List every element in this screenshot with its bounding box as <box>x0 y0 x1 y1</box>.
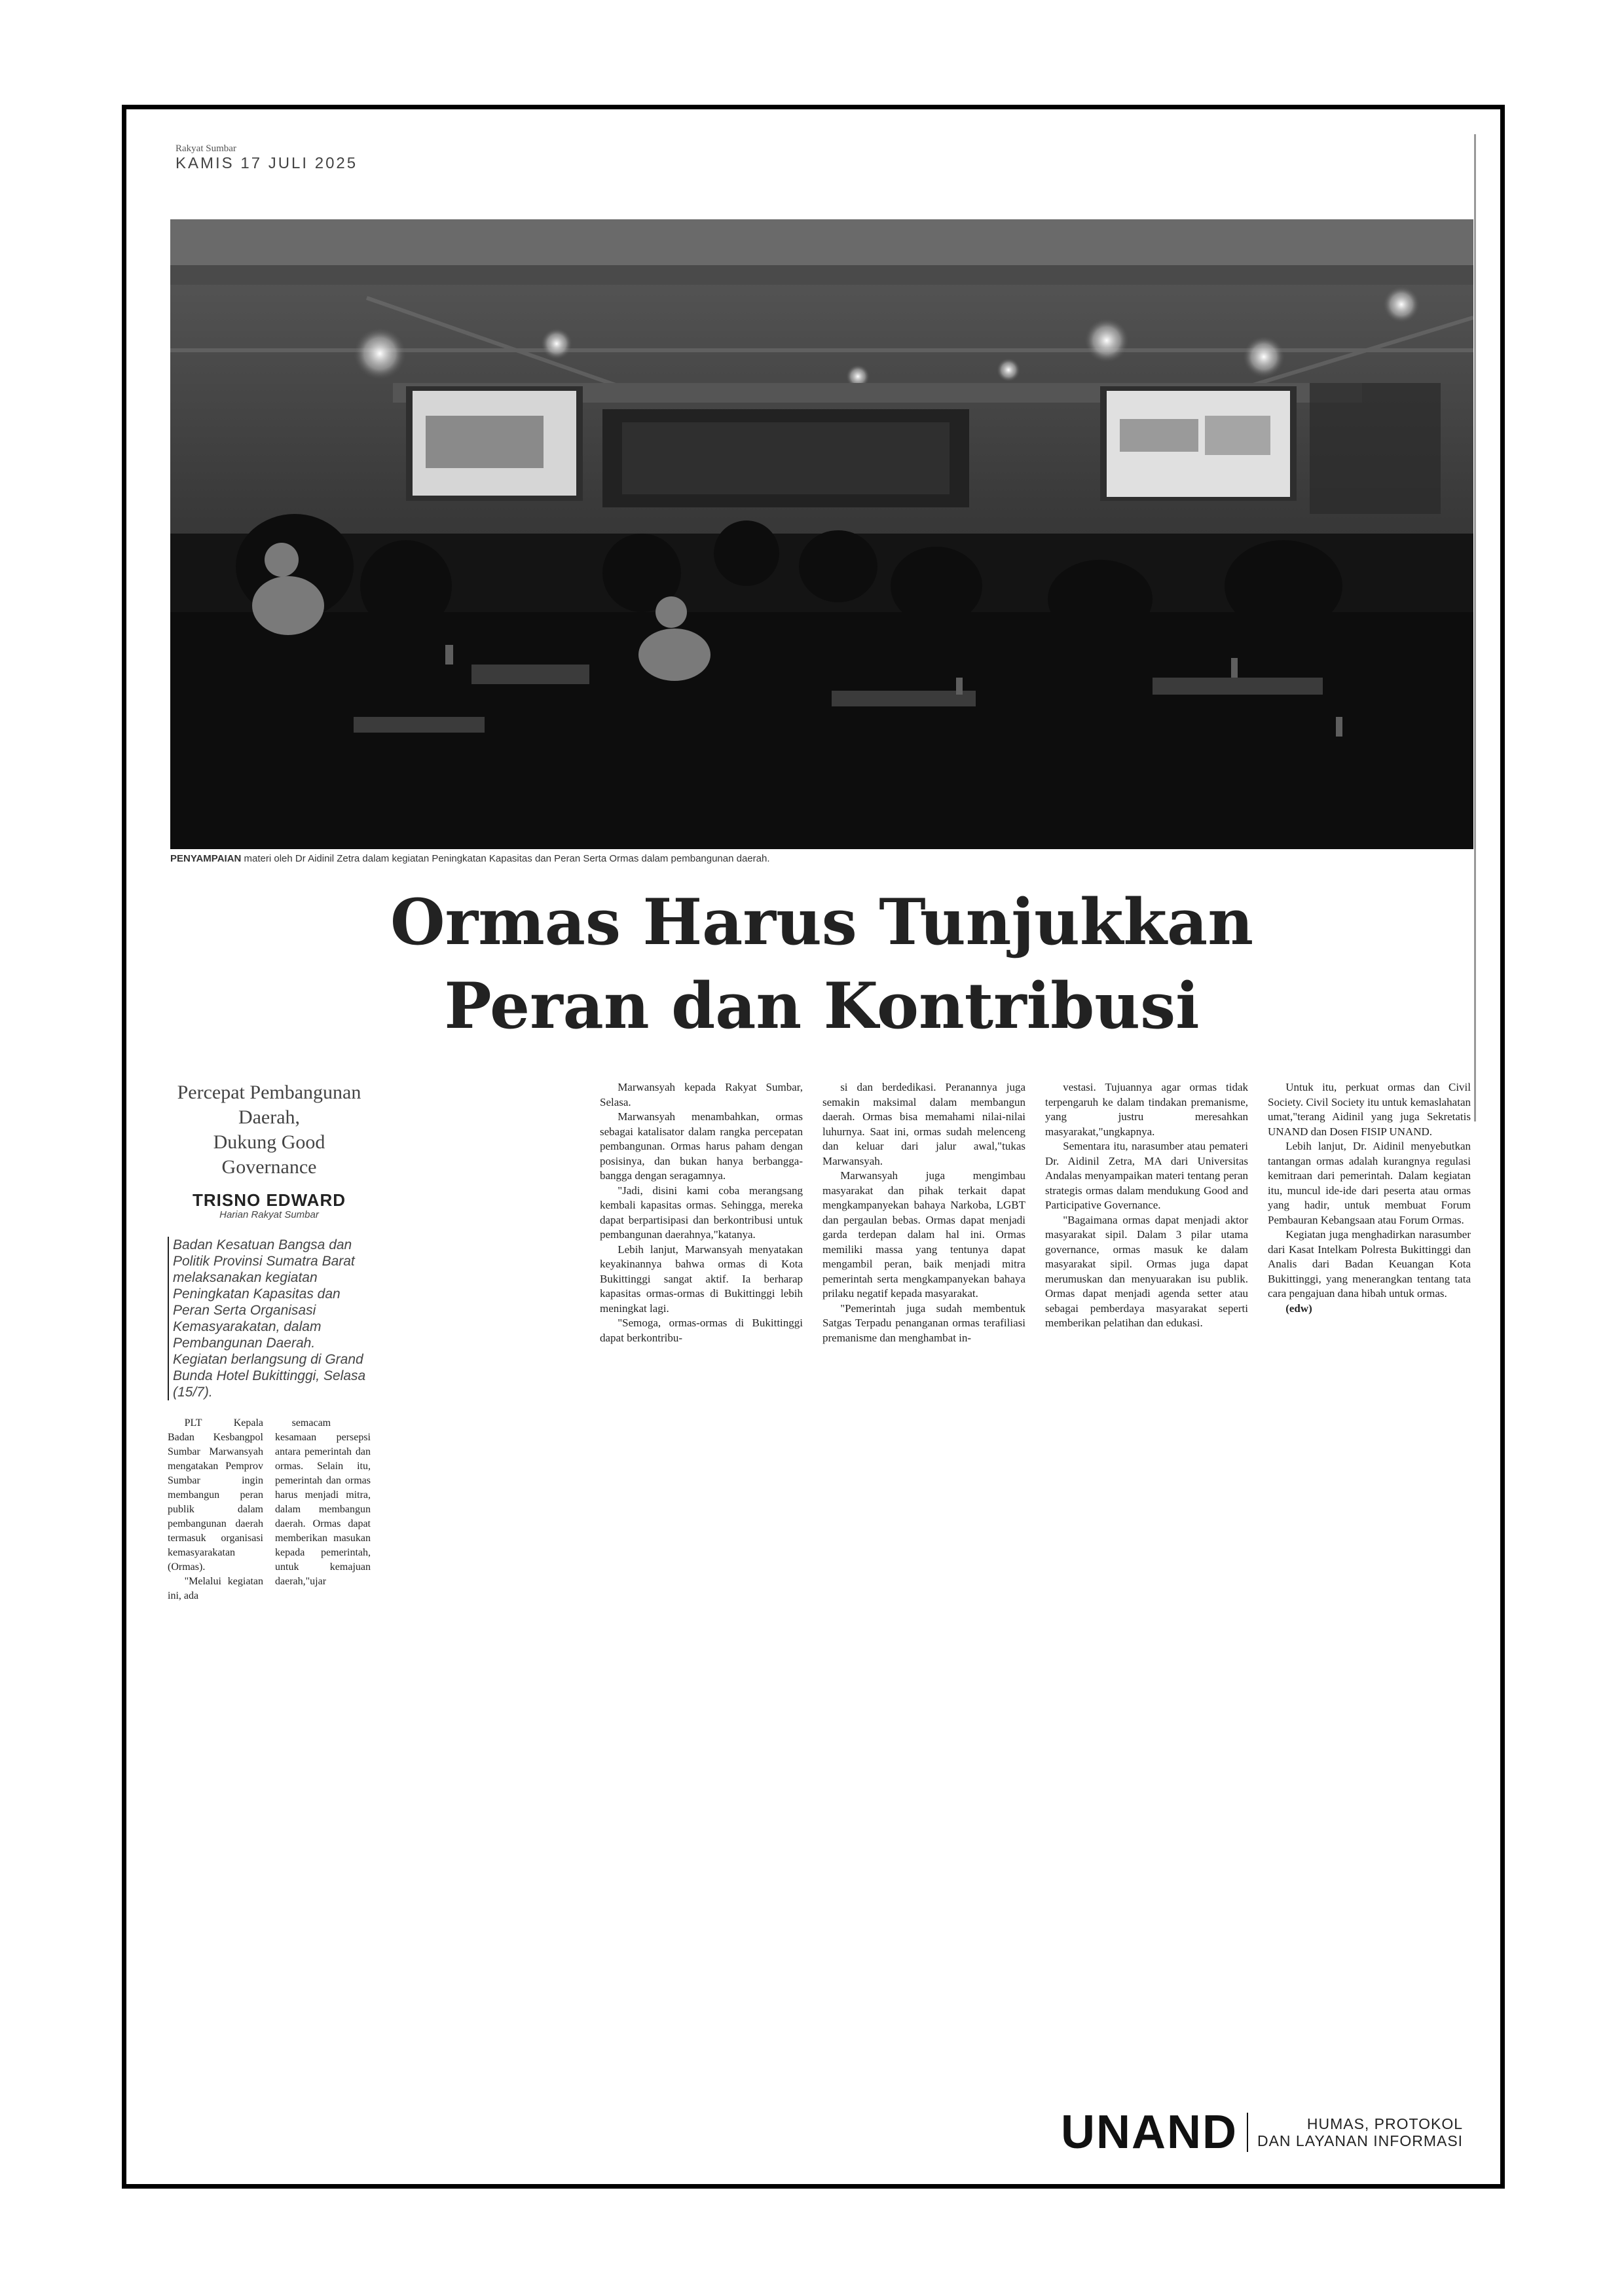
department-line-1: HUMAS, PROTOKOL <box>1306 2115 1464 2132</box>
headline-line-2: Peran dan Kontribusi <box>444 969 1200 1043</box>
paragraph: Sementara itu, narasumber atau pemateri Dr. Aidinil Zetra, MA dari Universitas Andalas menyampaikan materi tentang peran strategis ormas dalam mendukung Good and Participative Governance. <box>1045 1140 1248 1211</box>
caption-lead: PENYAMPAIAN <box>170 853 242 864</box>
headline <box>168 881 1476 1048</box>
article-column-3 <box>822 1080 1025 1345</box>
column-1-body <box>168 1416 371 1603</box>
masthead <box>175 143 358 173</box>
subheading <box>168 1080 371 1180</box>
article-column-4 <box>1045 1080 1248 1331</box>
subheading-line-2: Dukung Good Governance <box>213 1131 325 1178</box>
paragraph: Kegiatan juga menghadirkan narasumber dari Kasat Intelkam Polresta Bukittinggi dan Analis dari Badan Keuangan Kota Bukittinggi, yang menerangkan tentang tata cara pengajuan dana hibah untuk ormas. <box>1268 1228 1471 1300</box>
department-line-2: DAN LAYANAN INFORMASI <box>1257 2132 1464 2149</box>
article-column-1 <box>168 1080 371 1603</box>
paragraph: Marwansyah juga mengimbau masyarakat dan pihak terkait dapat mengkampanyekan bahaya Narkoba, LGBT dan pergaulan bebas. Ormas dapat menjadi garda terdepan dalam hal ini. Ormas memiliki massa yang tentunya dapat mengambil peran, baik menjadi mitra pemerintah serta mengkampanyekan bahaya prilaku negatif kepada masyarakat. <box>822 1169 1025 1300</box>
paragraph: "Semoga, ormas-ormas di Bukittinggi dapat berkontribu- <box>600 1317 803 1344</box>
paragraph: "Pemerintah juga sudah membentuk Satgas Terpadu penanganan ormas terafiliasi premanisme dan menghambat in- <box>822 1302 1025 1344</box>
article-column-5 <box>1268 1080 1471 1316</box>
author-name: TRISNO EDWARD <box>193 1190 346 1210</box>
footer-logo <box>1061 2103 1513 2162</box>
headline-line-1: Ormas Harus Tunjukkan <box>390 885 1253 959</box>
paragraph: semacam kesamaan persepsi antara pemerintah dan ormas. Selain itu, pemerintah dan ormas harus menjadi mitra, dalam membangun daerah. Ormas dapat memberikan masukan kepada pemerintah, untuk kemajuan daerah,"ujar <box>275 1417 371 1587</box>
paragraph: Marwansyah kepada Rakyat Sumbar, Selasa. <box>600 1081 803 1108</box>
paragraph: Untuk itu, perkuat ormas dan Civil Society. Civil Society itu untuk kemaslahatan umat,"terang Aidinil yang juga Sekretatis UNAND dan Dosen FISIP UNAND. <box>1268 1081 1471 1138</box>
subheading-line-1: Percepat Pembangunan Daerah, <box>177 1082 361 1128</box>
divider <box>1247 2113 1248 2152</box>
paper-name: Rakyat Sumbar <box>175 143 236 154</box>
paragraph: "Melalui kegiatan ini, ada <box>168 1576 263 1601</box>
department-name <box>1257 2115 1463 2149</box>
article-column-2 <box>600 1080 803 1345</box>
paragraph: PLT Kepala Badan Kesbangpol Sumbar Marwansyah mengatakan Pemprov Sumbar ingin membangun peran publik dalam pembangunan daerah termasuk organisasi kemasyarakatan (Ormas). <box>168 1417 263 1573</box>
newspaper-clipping <box>168 134 1476 1601</box>
brand-name: UNAND <box>1061 2106 1238 2159</box>
paragraph: Lebih lanjut, Dr. Aidinil menyebutkan tantangan ormas adalah kurangnya regulasi kemitraan dari pemerintah. Dalam kegiatan itu, muncul ide-ide dari peserta atau ormas yang hadir, untuk membuat Forum Pembauran Kebangsaan atau Forum Ormas. <box>1268 1140 1471 1226</box>
event-photo <box>170 219 1473 849</box>
paragraph: "Jadi, disini kami coba merangsang kembali kapasitas ormas. Sehingga, mereka dapat berpartisipasi dan berkontribusi untuk pembangunan daerahnya,"katanya. <box>600 1184 803 1241</box>
author-affiliation: Harian Rakyat Sumbar <box>219 1209 319 1220</box>
paragraph: Lebih lanjut, Marwansyah menyatakan keyakinannya bahwa ormas di Kota Bukittinggi sangat aktif. Ia berharap kapasitas ormas-ormas di Bukittinggi lebih meningkat lagi. <box>600 1243 803 1315</box>
photo-caption <box>170 853 770 864</box>
paragraph: Marwansyah menambahkan, ormas sebagai katalisator dalam rangka percepatan pembangunan. Ormas harus paham dengan posisinya, dan bukan hanya berbangga-bangga dengan seragamnya. <box>600 1110 803 1182</box>
photo-illustration <box>170 219 1473 849</box>
paragraph: si dan berdedikasi. Peranannya juga semakin maksimal dalam membangun daerah. Ormas bisa memahami nilai-nilai luhurnya. Saat ini, ormas sudah melenceng dan keluar dari jalur awal,"tukas Marwansyah. <box>822 1081 1025 1167</box>
article-lead: Badan Kesatuan Bangsa dan Politik Provinsi Sumatra Barat melaksanakan kegiatan Peningkatan Kapasitas dan Peran Serta Organisasi Kemasyarakatan, dalam Pembangunan Daerah. Kegiatan berlangsung di Grand Bunda Hotel Bukittinggi, Selasa (15/7). <box>168 1237 371 1400</box>
caption-text: materi oleh Dr Aidinil Zetra dalam kegiatan Peningkatan Kapasitas dan Peran Serta Ormas dalam pembangunan daerah. <box>244 853 770 864</box>
issue-date: KAMIS 17 JULI 2025 <box>175 155 358 172</box>
signoff: (edw) <box>1285 1302 1312 1315</box>
paragraph: "Bagaimana ormas dapat menjadi aktor masyarakat sipil. Dalam 3 pilar utama governance, ormas masuk ke dalam masyarakat sipil. Ormas juga dapat merumuskan dan menyuarakan isu publik. Ormas dapat menjadi agenda setter atau sebagai pemberdaya masyarakat seperti memberikan pelatihan dan edukasi. <box>1045 1213 1248 1329</box>
paragraph: vestasi. Tujuannya agar ormas tidak terpengaruh ke dalam tindakan premanisme, yang justru meresahkan masyarakat,"ungkapnya. <box>1045 1081 1248 1138</box>
